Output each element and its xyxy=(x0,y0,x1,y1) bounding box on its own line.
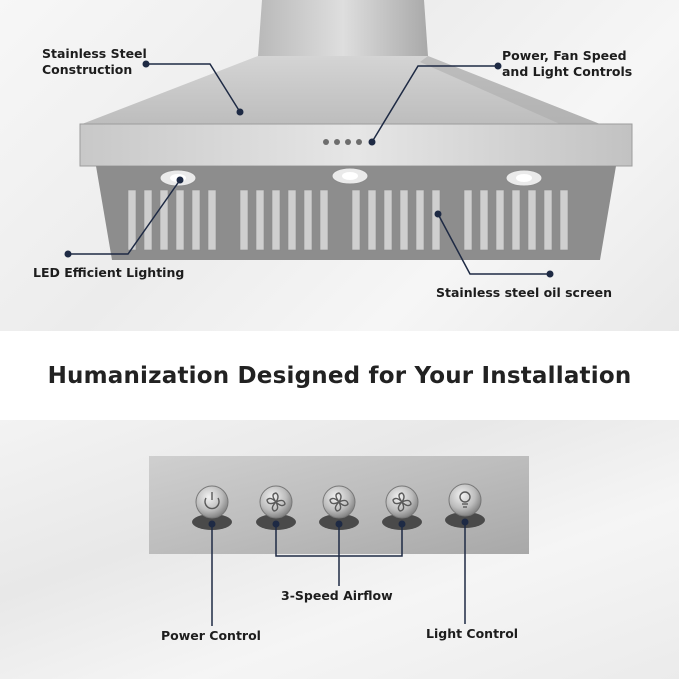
stainless-steel-label xyxy=(42,46,147,78)
airflow-label: 3-Speed Airflow xyxy=(281,588,393,603)
power-control-label: Power Control xyxy=(161,628,261,643)
stainless-steel-line-1: Stainless Steel xyxy=(42,46,147,61)
stainless-steel-line-2: Construction xyxy=(42,62,133,77)
controls-line-2: and Light Controls xyxy=(502,64,633,79)
hood-front-panel xyxy=(80,124,632,166)
banner-title: Humanization Designed for Your Installation xyxy=(47,362,632,389)
controls-line-1: Power, Fan Speed xyxy=(502,48,627,63)
controls-label xyxy=(502,48,632,80)
chimney xyxy=(258,0,428,56)
control-panel-area xyxy=(0,420,679,679)
oil-screen-label: Stainless steel oil screen xyxy=(436,285,612,300)
light-control-label: Light Control xyxy=(426,626,519,641)
led-lighting-label: LED Efficient Lighting xyxy=(33,265,185,280)
banner xyxy=(0,331,679,420)
